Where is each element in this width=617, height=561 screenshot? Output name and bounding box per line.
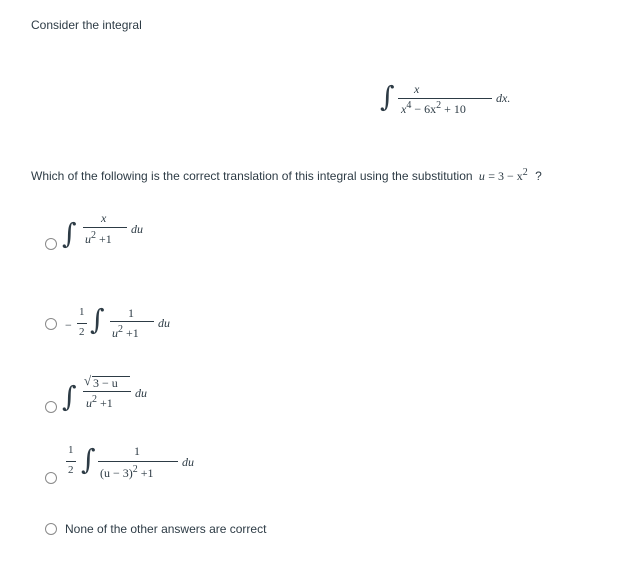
option-3-differential: du (135, 386, 147, 400)
integral-sign: ∫ (62, 380, 77, 413)
integral-sign: ∫ (380, 80, 395, 113)
option-4-differential: du (182, 455, 194, 469)
fraction-bar (77, 323, 87, 324)
integral-numerator: x (414, 82, 420, 96)
fraction-bar (398, 98, 492, 99)
option-3-root-sign: √ (84, 373, 92, 388)
integral-sign: ∫ (62, 217, 77, 250)
integral-differential: dx. (496, 91, 511, 105)
option-4-denominator: $(u - 3)^2 +1$ (100, 464, 154, 480)
option-2-differential: du (158, 316, 170, 330)
integral-denominator: $x^4 - 6x^2 + 10$ (401, 100, 466, 116)
option-5-label[interactable]: None of the other answers are correct (65, 522, 267, 536)
option-4-coef-den: 2 (68, 464, 74, 476)
option-1-numerator: x (101, 211, 107, 225)
option-1-denominator: $u^2 +1$ (85, 230, 112, 246)
question-text: Which of the following is the correct translation of this integral using the substitution $u = 3 - x^2$ ? (31, 167, 542, 183)
fraction-bar (110, 321, 154, 322)
option-2-radio[interactable] (45, 318, 57, 330)
intro-text: Consider the integral (31, 18, 142, 32)
integral-sign: ∫ (90, 303, 105, 336)
option-2-coef-den: 2 (79, 326, 85, 338)
option-2-coef-sign: − (65, 318, 72, 332)
fraction-bar (98, 461, 178, 462)
option-2-numerator: 1 (128, 306, 134, 320)
option-3-numerator: 3 − u (93, 376, 118, 390)
option-2-denominator: $u^2 +1$ (112, 324, 139, 340)
option-4-radio[interactable] (45, 472, 57, 484)
option-4-numerator: 1 (134, 444, 140, 458)
fraction-bar (83, 391, 131, 392)
option-2-coef-num: 1 (79, 306, 85, 318)
option-1-differential: du (131, 222, 143, 236)
option-3-radio[interactable] (45, 401, 57, 413)
fraction-bar (66, 461, 76, 462)
integral-sign: ∫ (81, 443, 96, 476)
fraction-bar (83, 227, 127, 228)
option-3-denominator: $u^2 +1$ (86, 394, 113, 410)
option-1-radio[interactable] (45, 238, 57, 250)
option-4-coef-num: 1 (68, 444, 74, 456)
option-5-radio[interactable] (45, 523, 57, 535)
